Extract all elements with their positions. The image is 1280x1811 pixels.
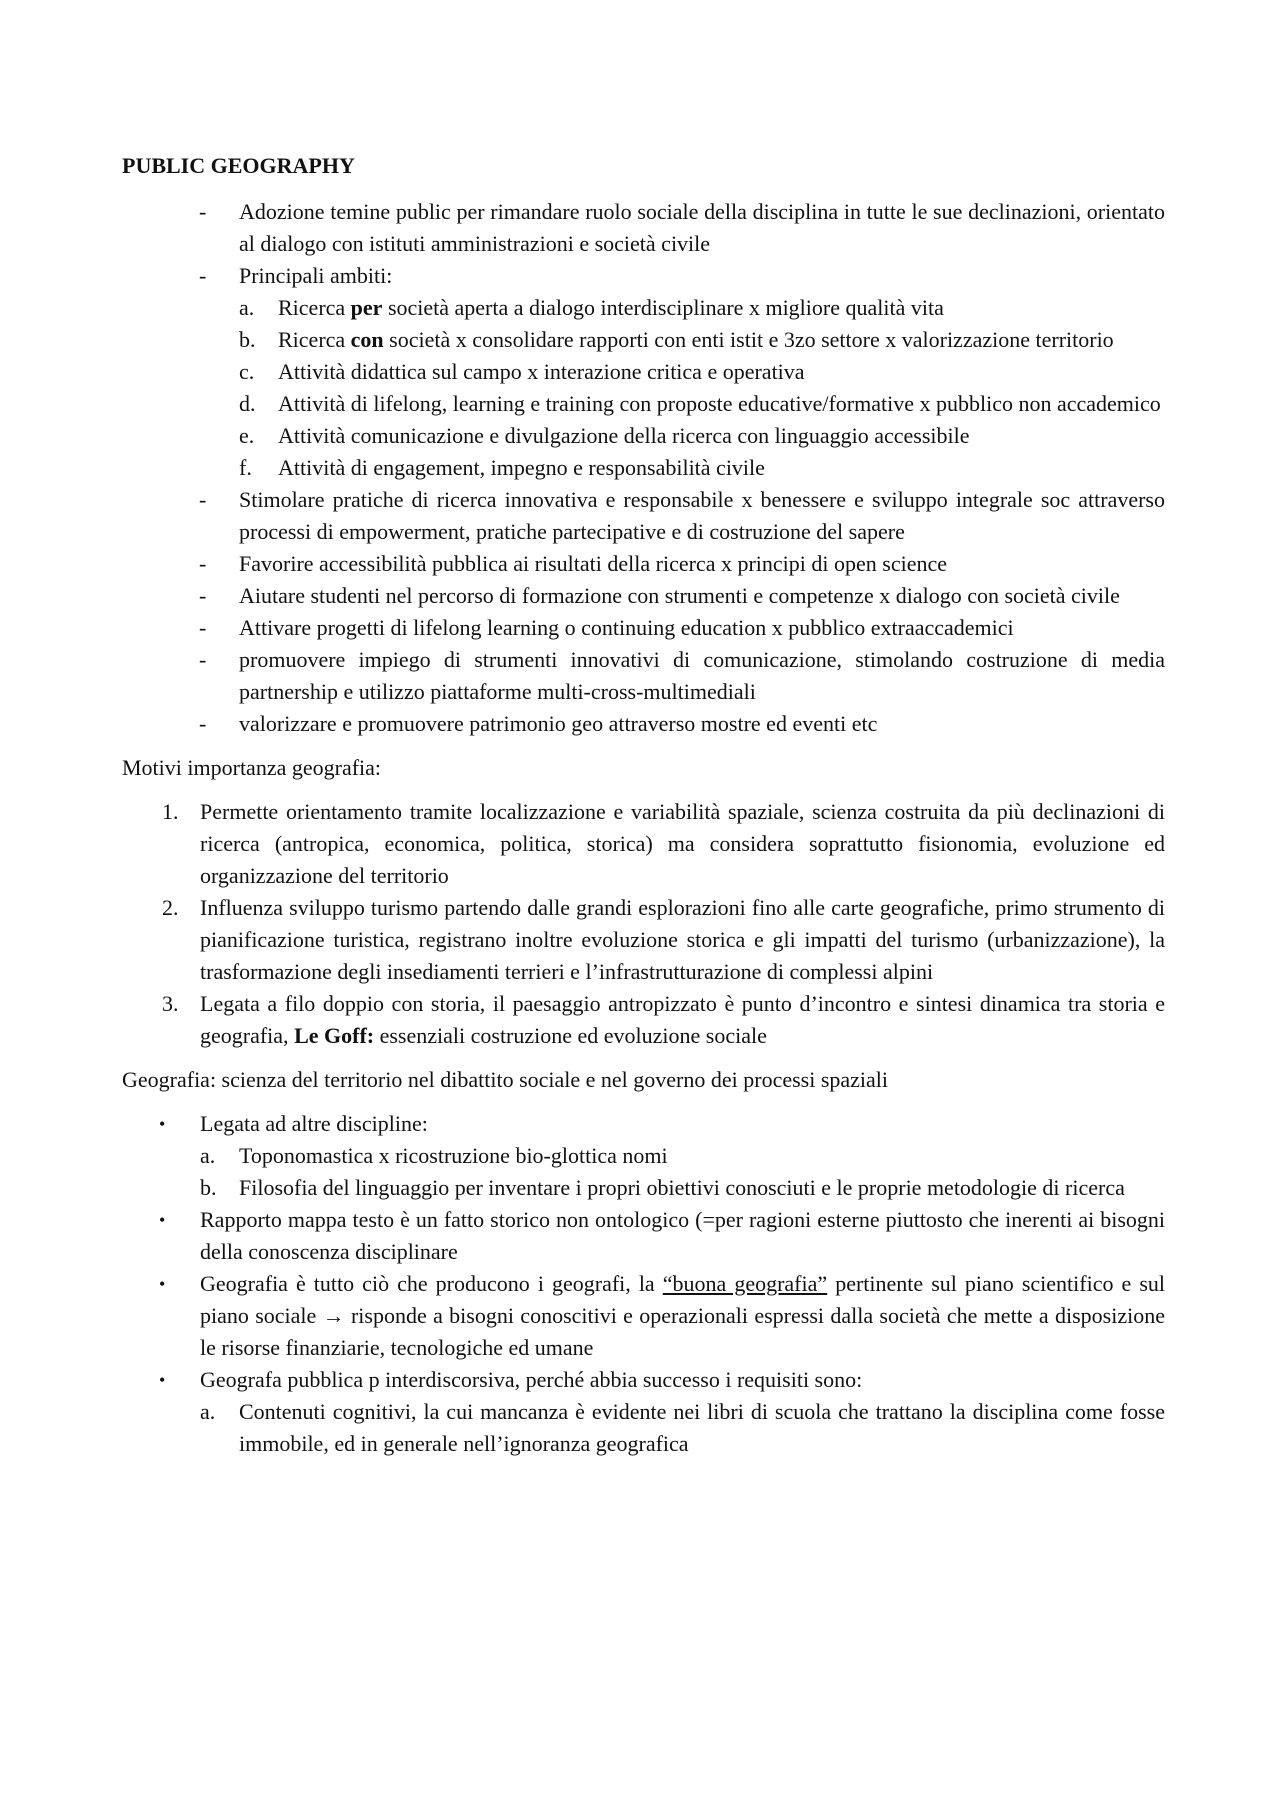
sub-list-item xyxy=(122,452,1165,484)
item-text: Legata ad altre discipline: xyxy=(200,1111,428,1136)
bullet-marker: • xyxy=(159,1274,166,1294)
item-bold-text: con xyxy=(350,327,384,352)
sub-list-item xyxy=(122,1140,1165,1172)
list-item xyxy=(122,1204,1165,1268)
section3-list xyxy=(122,1108,1165,1460)
item-bold-text: per xyxy=(350,295,383,320)
list-item xyxy=(122,1268,1165,1364)
bullet-marker: • xyxy=(159,1210,166,1230)
list-item xyxy=(122,892,1165,988)
item-text: Influenza sviluppo turismo partendo dalle grandi esplorazioni fino alle carte geografiche, primo strumento di pianificazione turistica, registrano inoltre evoluzione storica e gli impatti del turismo (urbanizzazione), la trasformazione degli insediamenti terrieri e l’infrastrutturazione di complessi alpini xyxy=(200,895,1165,984)
sub-marker: b. xyxy=(200,1175,217,1200)
dash-marker: - xyxy=(199,487,207,512)
bullet-marker: • xyxy=(159,1114,166,1134)
number-marker: 3. xyxy=(162,991,179,1016)
item-text: Legata a filo doppio con storia, il paesaggio antropizzato è punto d’incontro e sintesi dinamica tra storia e geografia, xyxy=(200,991,1165,1048)
item-text: Stimolare pratiche di ricerca innovativa e responsabile x benessere e sviluppo integrale soc attraverso processi di empowerment, pratiche partecipative e di costruzione del sapere xyxy=(239,487,1165,544)
list-item xyxy=(122,1364,1165,1396)
list-item xyxy=(122,260,1165,292)
document-title: PUBLIC GEOGRAPHY xyxy=(122,153,355,178)
sub-marker: a. xyxy=(200,1143,216,1168)
list-item xyxy=(122,708,1165,740)
dash-marker: - xyxy=(199,263,207,288)
sub-marker: a. xyxy=(239,295,255,320)
sub-marker: e. xyxy=(239,423,255,448)
dash-marker: - xyxy=(199,615,207,640)
item-text: Ricerca xyxy=(278,327,351,352)
dash-marker: - xyxy=(199,199,207,224)
sub-marker: b. xyxy=(239,327,256,352)
sub-list-item xyxy=(122,292,1165,324)
item-text: risponde a bisogni conoscitivi e operazionali espressi dalla società che mette a disposizione le risorse finanziarie, tecnologiche ed umane xyxy=(200,1303,1165,1360)
list-item xyxy=(122,644,1165,708)
dash-marker: - xyxy=(199,551,207,576)
sub-list-item xyxy=(122,420,1165,452)
item-text: Attività didattica sul campo x interazione critica e operativa xyxy=(278,359,805,384)
item-text: Filosofia del linguaggio per inventare i propri obiettivi conosciuti e le proprie metodologie di ricerca xyxy=(239,1175,1125,1200)
sub-marker: c. xyxy=(239,359,255,384)
section2-heading: Motivi importanza geografia: xyxy=(122,755,382,780)
number-marker: 1. xyxy=(162,799,179,824)
item-text: Attività di lifelong, learning e training con proposte educative/formative x pubblico non accademico xyxy=(278,391,1161,416)
list-item xyxy=(122,1108,1165,1140)
underlined-term: “buona geografia” xyxy=(662,1271,828,1296)
bullet-marker: • xyxy=(159,1370,166,1390)
item-text: Permette orientamento tramite localizzazione e variabilità spaziale, scienza costruita da più declinazioni di ricerca (antropica, economica, politica, storica) ma considera soprattutto fisionomia, evoluzione ed organizzazione del territorio xyxy=(200,799,1165,888)
sub-list-item xyxy=(122,356,1165,388)
item-text: società x consolidare rapporti con enti istit e 3zo settore x valorizzazione territorio xyxy=(383,327,1114,352)
item-text: Favorire accessibilità pubblica ai risultati della ricerca x principi di open science xyxy=(239,551,947,576)
dash-marker: - xyxy=(199,647,207,672)
list-item xyxy=(122,484,1165,548)
section1-list xyxy=(122,196,1165,740)
list-item xyxy=(122,580,1165,612)
sub-list-item xyxy=(122,388,1165,420)
item-text: Rapporto mappa testo è un fatto storico non ontologico (=per ragioni esterne piuttosto che inerenti ai bisogni della conoscenza disciplinare xyxy=(200,1207,1165,1264)
item-text: Aiutare studenti nel percorso di formazione con strumenti e competenze x dialogo con società civile xyxy=(239,583,1120,608)
section2-list xyxy=(122,796,1165,1052)
sub-marker: f. xyxy=(239,455,252,480)
sub-list-item xyxy=(122,324,1165,356)
list-item xyxy=(122,796,1165,892)
item-text: valorizzare e promuovere patrimonio geo attraverso mostre ed eventi etc xyxy=(239,711,878,736)
sub-marker: d. xyxy=(239,391,256,416)
sub-list-item xyxy=(122,1396,1165,1460)
item-text: promuovere impiego di strumenti innovativi di comunicazione, stimolando costruzione di media partnership e utilizzo piattaforme multi-cross-multimediali xyxy=(239,647,1165,704)
item-text: Adozione temine public per rimandare ruolo sociale della disciplina in tutte le sue declinazioni, orientato al dialogo con istituti amministrazioni e società civile xyxy=(239,199,1165,256)
document-page xyxy=(122,150,1165,1460)
section3-heading: Geografia: scienza del territorio nel dibattito sociale e nel governo dei processi spaziali xyxy=(122,1067,889,1092)
item-text: Attività di engagement, impegno e responsabilità civile xyxy=(278,455,765,480)
item-text: Ricerca xyxy=(278,295,351,320)
dash-marker: - xyxy=(199,711,207,736)
arrow-right-icon: → xyxy=(322,1303,345,1328)
item-text: pertinente sul piano scientifico e sul piano sociale xyxy=(200,1271,1166,1328)
number-marker: 2. xyxy=(162,895,179,920)
sub-marker: a. xyxy=(200,1399,216,1424)
list-item xyxy=(122,612,1165,644)
item-bold-text: Le Goff: xyxy=(294,1023,375,1048)
item-text: Geografia è tutto ciò che producono i geografi, la xyxy=(200,1271,663,1296)
item-text: Toponomastica x ricostruzione bio-glottica nomi xyxy=(239,1143,668,1168)
list-item xyxy=(122,196,1165,260)
item-text: società aperta a dialogo interdisciplinare x migliore qualità vita xyxy=(382,295,944,320)
item-text: Principali ambiti: xyxy=(239,263,393,288)
list-item xyxy=(122,548,1165,580)
list-item xyxy=(122,988,1165,1052)
item-text: Attivare progetti di lifelong learning o continuing education x pubblico extraaccademici xyxy=(239,615,1014,640)
item-text: Attività comunicazione e divulgazione della ricerca con linguaggio accessibile xyxy=(278,423,970,448)
dash-marker: - xyxy=(199,583,207,608)
sub-list-item xyxy=(122,1172,1165,1204)
item-text: Contenuti cognitivi, la cui mancanza è evidente nei libri di scuola che trattano la disciplina come fosse immobile, ed in generale nell’ignoranza geografica xyxy=(239,1399,1165,1456)
item-text: essenziali costruzione ed evoluzione sociale xyxy=(374,1023,767,1048)
item-text: Geografa pubblica p interdiscorsiva, perché abbia successo i requisiti sono: xyxy=(200,1367,863,1392)
